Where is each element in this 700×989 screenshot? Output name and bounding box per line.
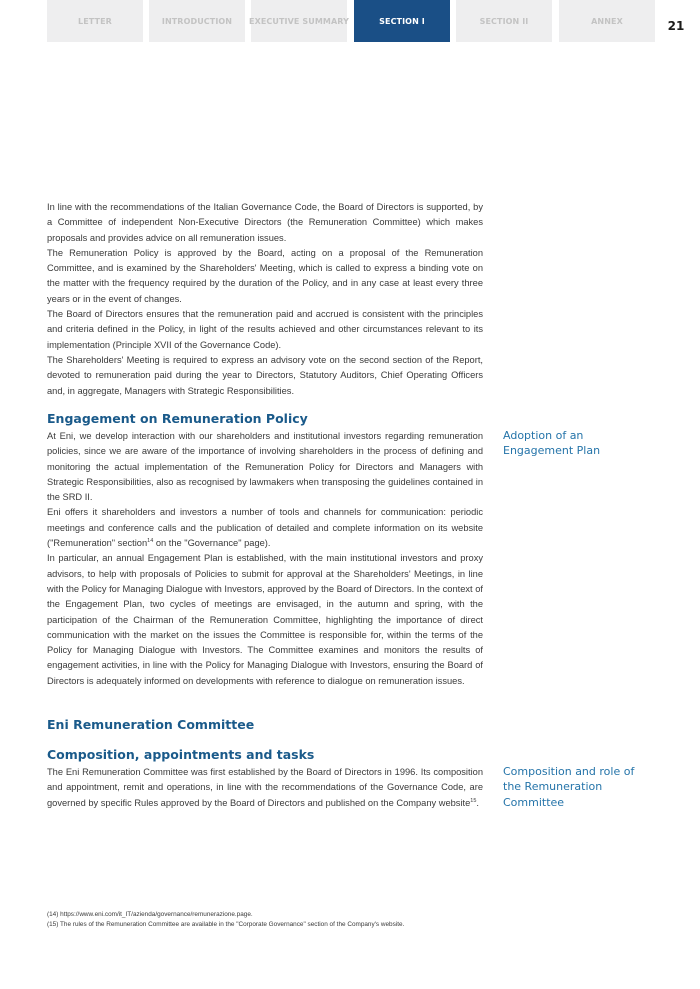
paragraph-text: on the "Governance" page). <box>153 538 271 549</box>
intro-paragraph: In line with the recommendations of the Italian Governance Code, the Board of Directors is supported, by a Committee of independent Non-Executive Directors (the Remuneration Committee) which makes proposals and provides advice on all remuneration issues. <box>47 202 483 243</box>
tab-section-i[interactable]: SECTION I <box>354 0 450 42</box>
engagement-paragraph: At Eni, we develop interaction with our shareholders and institutional investors regarding remuneration policies, since we are aware of the importance of involving shareholders in the process of defining and monitoring the actual implementation of the Remuneration Policy for Directors and Managers with Strategic Responsibilities, also as recognised by lawmakers when transposing the guidelines contained in the SRD II. <box>47 431 483 503</box>
footnote-ref-15[interactable]: 15 <box>470 797 477 804</box>
tab-annex[interactable]: ANNEX <box>559 0 655 42</box>
committee-side-note: Composition and role of the Remuneration Committee <box>503 765 635 809</box>
committee-subheading: Composition, appointments and tasks <box>47 747 315 762</box>
footnote-15: (15) The rules of the Remuneration Committee are available in the "Corporate Governance" section of the Company's website. <box>47 921 405 928</box>
tab-section-ii[interactable]: SECTION II <box>456 0 552 42</box>
footnote-14[interactable]: (14) https://www.eni.com/it_IT/azienda/governance/remunerazione.page. <box>47 911 253 918</box>
engagement-side-note: Adoption of an Engagement Plan <box>503 429 601 458</box>
engagement-text <box>47 429 483 689</box>
paragraph-text: The Eni Remuneration Committee was first established by the Board of Directors in 1996. Its composition and appointment, remit and operations, in line with the recommendations of the Governance Code, are governed by specific Rules approved by the Board of Directors and published on the Company website <box>47 767 483 808</box>
paragraph-text: . <box>476 797 479 808</box>
committee-text <box>47 765 483 811</box>
engagement-paragraph <box>47 505 483 551</box>
page-number: 21 <box>667 19 685 33</box>
committee-paragraph <box>47 765 483 811</box>
footnote-ref-14[interactable]: 14 <box>147 537 154 544</box>
paragraph-text: Eni offers it shareholders and investors a number of tools and channels for communication: periodic meetings and conference calls and the publication of detailed and complete information on its website ("Remuneration" section <box>47 507 483 549</box>
intro-text <box>47 200 483 399</box>
footnotes <box>47 910 547 930</box>
intro-paragraph: The Remuneration Policy is approved by the Board, acting on a proposal of the Remuneration Committee, and is examined by the Shareholders' Meeting, which is called to express a binding vote on the matter with the frequency required by the duration of the Policy, and in any case at least every three years or in the event of changes. <box>47 247 483 304</box>
tab-executive-summary[interactable]: EXECUTIVE SUMMARY <box>251 0 347 42</box>
intro-paragraph: The Board of Directors ensures that the remuneration paid and accrued is consistent with the principles and criteria defined in the Policy, in light of the results achieved and other circumstances relevant to its implementation (Principle XVII of the Governance Code). <box>47 309 483 350</box>
engagement-paragraph: In particular, an annual Engagement Plan is established, with the main institutional investors and proxy advisors, to help with proposals of Policies to submit for approval at the Shareholders' Meetings, in line with the Policy for Managing Dialogue with Investors, approved by the Board of Directors. In the context of the Engagement Plan, two cycles of meetings are envisaged, in the autumn and spring, with the participation of the Chairman of the Remuneration Committee, highlighting the importance of direct communication with the market on the issues the Committee is responsible for, within the terms of the Policy for Managing Dialogue with Investors. The Committee examines and monitors the results of engagement activities, in line with the Policy for Managing Dialogue with Investors, ensuring the Board of Directors is adequately informed on developments with reference to dialogue on remuneration issues. <box>47 553 483 686</box>
tab-introduction[interactable]: INTRODUCTION <box>149 0 245 42</box>
engagement-heading: Engagement on Remuneration Policy <box>47 411 308 426</box>
intro-paragraph: The Shareholders' Meeting is required to express an advisory vote on the second section of the Report, devoted to remuneration paid during the year to Directors, Statutory Auditors, Chief Operating Officers and, in aggregate, Managers with Strategic Responsibilities. <box>47 354 483 396</box>
tab-letter[interactable]: LETTER <box>47 0 143 42</box>
committee-heading: Eni Remuneration Committee <box>47 717 255 732</box>
